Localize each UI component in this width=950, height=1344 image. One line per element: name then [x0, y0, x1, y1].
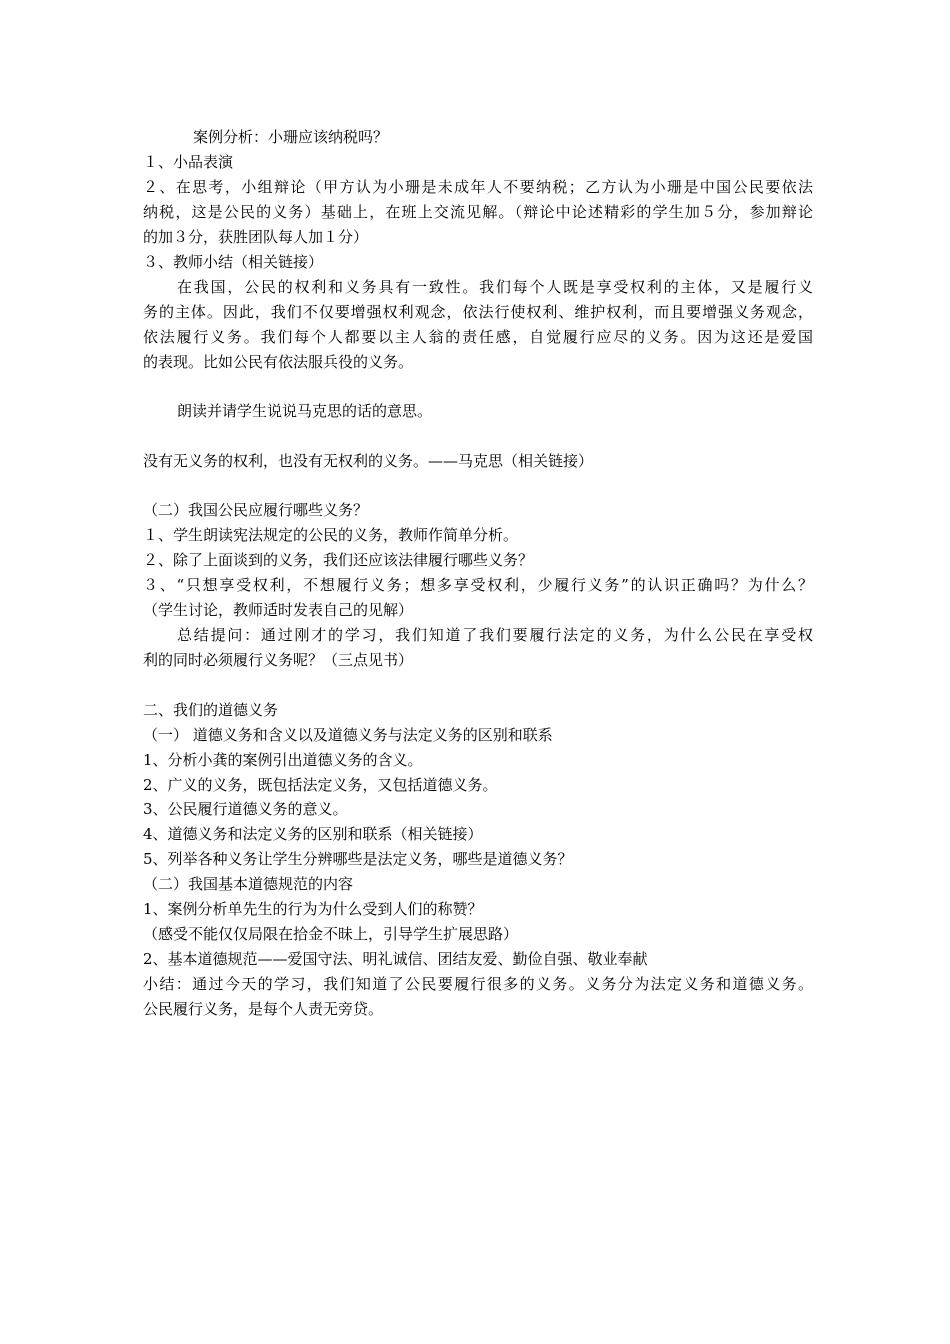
item-teacher-summary: ３、教师小结（相关链接）: [143, 253, 324, 271]
item-debate-line-1: ２、在思考，小组辩论（甲方认为小珊是未成年人不要纳税；乙方认为小珊是中国公民要依法: [143, 178, 813, 196]
paragraph-rights-line-4: 的表现。比如公民有依法服兵役的义务。: [143, 353, 414, 371]
case-heading: 案例分析：小珊应该纳税吗？: [193, 128, 389, 146]
read-aloud-instruction: 朗读并请学生说说马克思的话的意思。: [177, 402, 433, 420]
subsection-2-heading: （二）我国基本道德规范的内容: [143, 875, 354, 893]
summary-question-line-2: 利的同时必须履行义务呢？（三点见书）: [143, 651, 414, 669]
item-debate-line-3: 的加３分，获胜团队每人加１分）: [143, 228, 369, 246]
subsection-1-item-1: 1、分析小龚的案例引出道德义务的含义。: [143, 751, 423, 769]
subsection-2-item-2: 2、基本道德规范——爱国守法、明礼诚信、团结友爱、勤俭自强、敬业奉献: [143, 950, 648, 968]
paragraph-rights-line-3: 依法履行义务。我们每个人都要以主人翁的责任感，自觉履行应尽的义务。因为这还是爱国: [143, 328, 813, 346]
subsection-1-heading: （一） 道德义务和含义以及道德义务与法定义务的区别和联系: [143, 726, 553, 744]
section-2-discussion: （学生讨论，教师适时发表自己的见解）: [143, 601, 414, 619]
section-2-item-3: ３、“只想享受权利，不想履行义务；想多享受权利，少履行义务”的认识正确吗？为什么？: [143, 576, 813, 594]
subsection-1-item-3: 3、公民履行道德义务的意义。: [143, 800, 348, 818]
section-2-item-2: ２、除了上面谈到的义务，我们还应该法律履行哪些义务？: [143, 551, 534, 569]
subsection-1-item-4: 4、道德义务和法定义务的区别和联系（相关链接）: [143, 825, 483, 843]
marx-quote: 没有无义务的权利，也没有无权利的义务。——马克思（相关链接）: [143, 452, 594, 470]
section-2-item-1: １、学生朗读宪法规定的公民的义务，教师作简单分析。: [143, 526, 519, 544]
section-2-heading: （二）我国公民应履行哪些义务？: [143, 501, 369, 519]
final-summary-line-2: 公民履行义务，是每个人责无旁贷。: [143, 1000, 384, 1018]
subsection-1-item-2: 2、广义的义务，既包括法定义务，又包括道德义务。: [143, 776, 498, 794]
moral-duty-heading: 二、我们的道德义务: [143, 701, 279, 719]
subsection-1-item-5: 5、列举各种义务让学生分辨哪些是法定义务，哪些是道德义务？: [143, 850, 573, 868]
item-debate-line-2: 纳税，这是公民的义务）基础上，在班上交流见解。（辩论中论述精彩的学生加５分，参加辩论: [143, 203, 813, 221]
final-summary-line-1: 小结：通过今天的学习，我们知道了公民要履行很多的义务。义务分为法定义务和道德义务。: [143, 975, 813, 993]
item-skit: １、小品表演: [143, 153, 234, 171]
paragraph-rights-line-2: 务的主体。因此，我们不仅要增强权利观念，依法行使权利、维护权利，而且要增强义务观念，: [143, 303, 813, 321]
subsection-2-item-1: 1、案例分析单先生的行为为什么受到人们的称赞？: [143, 900, 483, 918]
paragraph-rights-line-1: 在我国，公民的权利和义务具有一致性。我们每个人既是享受权利的主体，又是履行义: [177, 278, 813, 296]
subsection-2-hint: （感受不能仅仅局限在拾金不昧上，引导学生扩展思路）: [143, 925, 519, 943]
summary-question-line-1: 总结提问：通过刚才的学习，我们知道了我们要履行法定的义务，为什么公民在享受权: [177, 626, 813, 644]
